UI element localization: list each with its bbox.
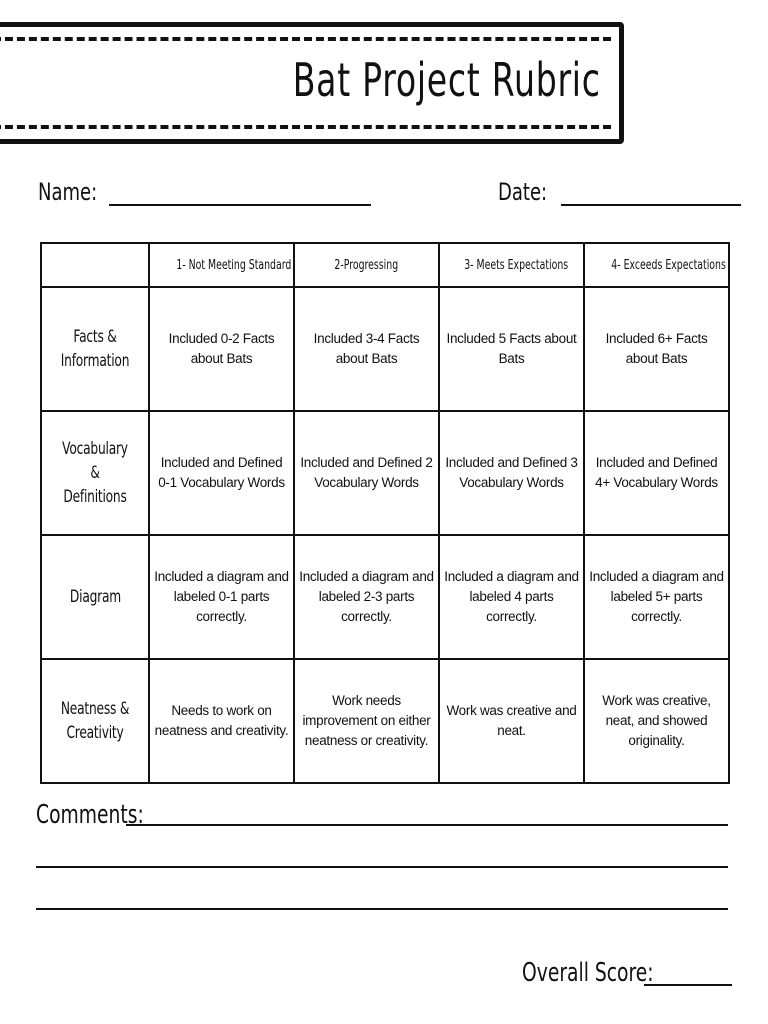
table-row bbox=[41, 535, 729, 659]
comments-line-1[interactable] bbox=[126, 824, 728, 826]
table-header: 4- Exceeds Expectations bbox=[584, 243, 729, 287]
table-cell: Included a diagram and labeled 5+ parts correctly. bbox=[584, 535, 729, 659]
title-banner bbox=[0, 22, 624, 144]
table-header: 3- Meets Expectations bbox=[439, 243, 584, 287]
table-cell: Included 5 Facts about Bats bbox=[439, 287, 584, 411]
table-cell: Work needs improvement on either neatness or creativity. bbox=[294, 659, 439, 783]
table-cell: Included 3-4 Facts about Bats bbox=[294, 287, 439, 411]
table-row bbox=[41, 411, 729, 535]
row-category: Neatness & Creativity bbox=[41, 659, 149, 783]
page-title: Bat Project Rubric bbox=[293, 53, 601, 107]
table-row bbox=[41, 659, 729, 783]
row-category: Facts & Information bbox=[41, 287, 149, 411]
overall-score-label: Overall Score: bbox=[522, 958, 654, 988]
table-cell: Included 6+ Facts about Bats bbox=[584, 287, 729, 411]
table-header-empty bbox=[41, 243, 149, 287]
title-dashed-border-top bbox=[0, 37, 611, 41]
name-field[interactable] bbox=[38, 178, 371, 206]
table-cell: Work was creative and neat. bbox=[439, 659, 584, 783]
table-header: 2-Progressing bbox=[294, 243, 439, 287]
table-cell: Included and Defined 2 Vocabulary Words bbox=[294, 411, 439, 535]
table-cell: Included and Defined 4+ Vocabulary Words bbox=[584, 411, 729, 535]
comments-line-3[interactable] bbox=[36, 908, 728, 910]
date-blank-line[interactable] bbox=[561, 186, 741, 206]
table-row bbox=[41, 287, 729, 411]
row-category: Diagram bbox=[41, 535, 149, 659]
table-cell: Included a diagram and labeled 4 parts correctly. bbox=[439, 535, 584, 659]
date-label: Date: bbox=[498, 178, 548, 206]
table-cell: Included 0-2 Facts about Bats bbox=[149, 287, 294, 411]
table-cell: Work was creative, neat, and showed originality. bbox=[584, 659, 729, 783]
overall-score-blank-line[interactable] bbox=[644, 972, 732, 986]
table-header-row bbox=[41, 243, 729, 287]
table-cell: Included a diagram and labeled 2-3 parts correctly. bbox=[294, 535, 439, 659]
table-cell: Included a diagram and labeled 0-1 parts correctly. bbox=[149, 535, 294, 659]
title-dashed-border-bottom bbox=[0, 125, 611, 129]
table-cell: Included and Defined 0-1 Vocabulary Words bbox=[149, 411, 294, 535]
name-label: Name: bbox=[38, 178, 98, 206]
comments-line-2[interactable] bbox=[36, 866, 728, 868]
table-cell: Needs to work on neatness and creativity. bbox=[149, 659, 294, 783]
name-blank-line[interactable] bbox=[109, 186, 371, 206]
comments-label: Comments: bbox=[36, 800, 144, 830]
row-category: Vocabulary & Definitions bbox=[41, 411, 149, 535]
table-header: 1- Not Meeting Standard bbox=[149, 243, 294, 287]
overall-score-field bbox=[522, 958, 705, 988]
rubric-table bbox=[40, 242, 730, 784]
date-field[interactable] bbox=[498, 178, 741, 206]
table-cell: Included and Defined 3 Vocabulary Words bbox=[439, 411, 584, 535]
